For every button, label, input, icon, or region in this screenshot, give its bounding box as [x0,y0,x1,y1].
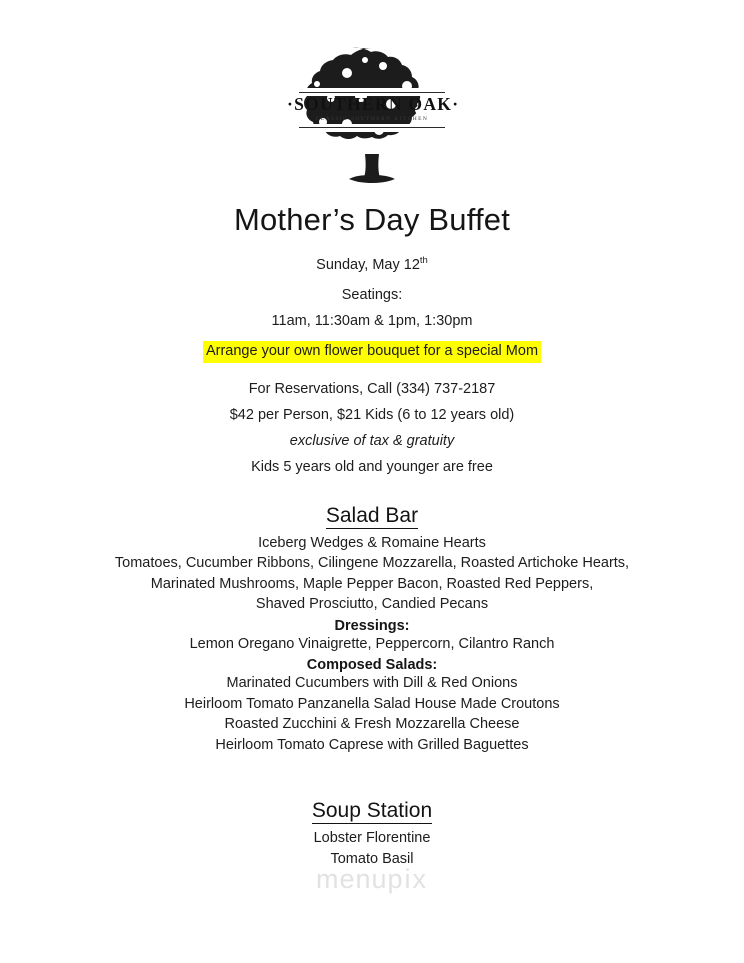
page-title: Mother’s Day Buffet [233,202,511,237]
kids-note: Kids 5 years old and younger are free [251,458,493,475]
section-title-soup-station: Soup Station [311,799,433,823]
section-title-salad-bar: Salad Bar [325,503,419,527]
date-line: Sunday, May 12th [316,255,428,273]
menu-line: Lemon Oregano Vinaigrette, Peppercorn, Cilantro Ranch [189,635,555,652]
logo-tagline: CLASSIC SOUTHERN KITCHEN [315,116,429,122]
tax-note: exclusive of tax & gratuity [289,432,455,449]
menu-line: Roasted Zucchini & Fresh Mozzarella Cheese [224,716,520,733]
menu-line: Tomato Basil [330,850,414,867]
sub-head-composed-salads: Composed Salads: [306,657,438,674]
watermark [0,864,744,895]
menu-line: Shaved Prosciutto, Candied Pecans [255,596,489,613]
watermark-part2: pix [387,864,429,894]
menu-line: Heirloom Tomato Panzanella Salad House Made Croutons [184,695,560,712]
watermark-part1: menu [315,864,388,894]
menu-line: Lobster Florentine [313,830,431,847]
logo-block [0,38,744,188]
sub-head-dressings: Dressings: [334,617,410,634]
seatings-times: 11am, 11:30am & 1pm, 1:30pm [271,312,473,329]
highlight-note: Arrange your own flower bouquet for a special Mom [203,341,541,363]
menu-line: Marinated Mushrooms, Maple Pepper Bacon, Roasted Red Peppers, [150,575,594,592]
highlight-note-row [0,341,744,363]
menu-line: Heirloom Tomato Caprese with Grilled Baguettes [215,736,529,753]
pricing-line: $42 per Person, $21 Kids (6 to 12 years old) [229,406,515,423]
restaurant-logo [287,38,460,188]
logo-wordmark: ·SOUTHERN OAK· [287,94,460,114]
reservations-line: For Reservations, Call (334) 737-2187 [248,380,496,397]
menu-line: Tomatoes, Cucumber Ribbons, Cilingene Mozzarella, Roasted Artichoke Hearts, [114,555,630,572]
menu-line: Iceberg Wedges & Romaine Hearts [258,534,486,551]
seatings-label: Seatings: [341,286,403,303]
logo-rule-bottom [299,127,445,128]
date-ordinal: th [419,255,428,266]
logo-rule-top [299,92,445,93]
menu-line: Marinated Cucumbers with Dill & Red Onions [226,675,518,692]
